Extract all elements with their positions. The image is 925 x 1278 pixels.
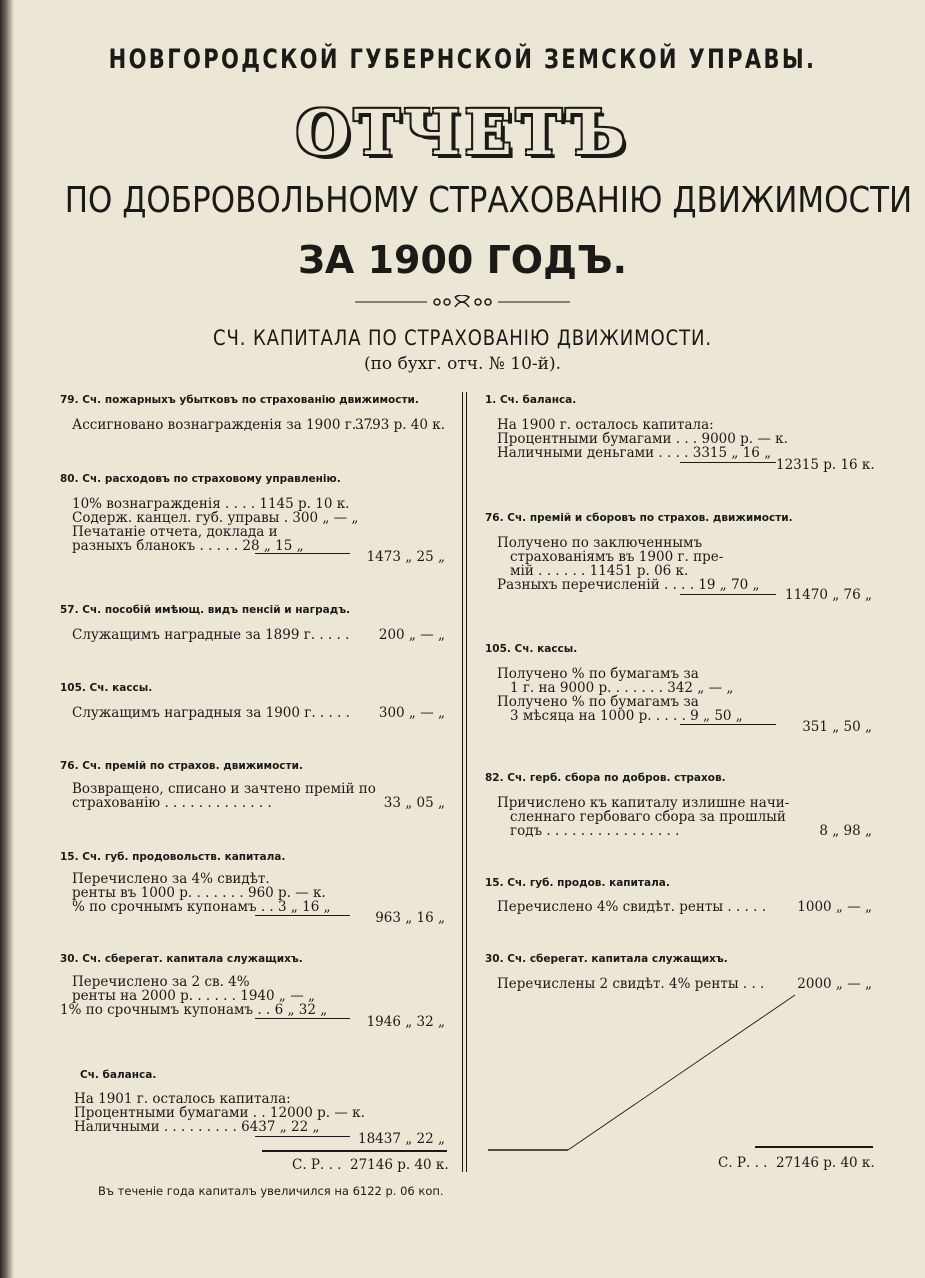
right-line: мій . . . . . . 11451 р. 06 к.	[510, 563, 689, 579]
left-amount: 33 „ 05 „	[383, 795, 445, 811]
report-title: ОТЧЕТЪ	[295, 96, 630, 169]
left-line: 1% по срочнымъ купонамъ . . 6 „ 32 „	[60, 1002, 328, 1018]
left-section-heading: 105. Сч. кассы.	[60, 682, 153, 694]
left-section-heading: 57. Сч. пособій имѣющ. видъ пенсій и наградъ.	[60, 604, 351, 616]
left-line: На 1901 г. осталось капитала:	[74, 1091, 291, 1107]
left-amount: 18437 „ 22 „	[358, 1131, 445, 1147]
left-line: ренты въ 1000 р. . . . . . . 960 р. — к.	[72, 885, 326, 901]
section-reference: (по бухг. отч. № 10-й).	[363, 354, 562, 374]
left-amount: 300 „ — „	[378, 705, 445, 721]
right-line: Получено % по бумагамъ за	[497, 694, 699, 710]
left-section-heading: 80. Сч. расходовъ по страховому управленію.	[60, 473, 341, 485]
report-year: ЗА 1900 ГОДЪ.	[297, 238, 628, 282]
left-total-label: С. Р. . .	[292, 1157, 342, 1173]
left-line: Содерж. канцел. губ. управы . 300 „ — „	[72, 510, 359, 526]
right-amount: 12315 р. 16 к.	[776, 457, 875, 473]
right-line: 1 г. на 9000 р. . . . . . . 342 „ — „	[510, 680, 734, 696]
left-section-heading: Сч. баланса.	[80, 1069, 157, 1081]
right-line: На 1900 г. осталось капитала:	[497, 417, 714, 433]
left-line: страхованію . . . . . . . . . . . . .	[72, 795, 272, 811]
right-line: страхованіямъ въ 1900 г. пре-	[510, 549, 724, 565]
right-section-heading: 76. Сч. премій и сборовъ по страхов. движимости.	[485, 512, 793, 524]
right-section-heading: 30. Сч. сберегат. капитала служащихъ.	[485, 953, 728, 965]
right-amount: 351 „ 50 „	[802, 719, 872, 735]
left-total: 27146 р. 40 к.	[350, 1157, 449, 1173]
section-title: СЧ. КАПИТАЛА ПО СТРАХОВАНІЮ ДВИЖИМОСТИ.	[213, 326, 712, 350]
right-line: годъ . . . . . . . . . . . . . . . .	[510, 823, 680, 839]
right-line: Причислено къ капиталу излишне начи-	[497, 795, 790, 811]
right-amount: 11470 „ 76 „	[785, 587, 872, 603]
left-section-heading: 15. Сч. губ. продовольств. капитала.	[60, 851, 286, 863]
right-line: Процентными бумагами . . . 9000 р. — к.	[497, 431, 788, 447]
right-section-heading: 1. Сч. баланса.	[485, 394, 577, 406]
left-amount: 1473 „ 25 „	[366, 549, 445, 565]
left-line: Служащимъ наградные за 1899 г. . . . .	[72, 627, 350, 643]
total-rule	[755, 1146, 873, 1148]
right-line: Получено % по бумагамъ за	[497, 666, 699, 682]
right-amount: 8 „ 98 „	[819, 823, 872, 839]
report-subtitle: ПО ДОБРОВОЛЬНОМУ СТРАХОВАНІЮ ДВИЖИМОСТИ	[64, 180, 913, 221]
left-line: разныхъ бланокъ . . . . . 28 „ 15 „	[72, 538, 304, 554]
right-total: 27146 р. 40 к.	[776, 1155, 875, 1171]
right-line: сленнаго гербоваго сбора за прошлый	[510, 809, 786, 825]
right-line: Перечислено 4% свидѣт. ренты . . . . .	[497, 899, 766, 915]
left-section-heading: 76. Сч. премій по страхов. движимости.	[60, 760, 303, 772]
left-line: Процентными бумагами . . 12000 р. — к.	[74, 1105, 365, 1121]
right-line: 3 мѣсяца на 1000 р. . . . . 9 „ 50 „	[510, 708, 743, 724]
left-line: Перечислено за 4% свидѣт.	[72, 871, 270, 887]
footer-note: Въ теченіе года капиталъ увеличился на 6122 р. 06 коп.	[98, 1184, 444, 1198]
left-line: ренты на 2000 р. . . . . . 1940 „ — „	[72, 988, 315, 1004]
left-line: % по срочнымъ купонамъ . . 3 „ 16 „	[72, 899, 331, 915]
left-section-heading: 79. Сч. пожарныхъ убытковъ по страхованію движимости.	[60, 394, 419, 406]
left-line: Перечислено за 2 св. 4%	[72, 974, 250, 990]
left-amount: 3793 р. 40 к.	[354, 417, 445, 433]
left-line: Печатаніе отчета, доклада и	[72, 524, 278, 540]
left-line: Служащимъ наградныя за 1900 г. . . . .	[72, 705, 350, 721]
left-amount: 200 „ — „	[378, 627, 445, 643]
left-line: Ассигновано вознагражденія за 1900 г. . .	[72, 417, 374, 433]
left-line: Возвращено, списано и зачтено премій по	[72, 781, 376, 797]
right-line: Получено по заключеннымъ	[497, 535, 703, 551]
right-section-heading: 15. Сч. губ. продов. капитала.	[485, 877, 670, 889]
right-line: Наличными деньгами . . . . 3315 „ 16 „	[497, 445, 772, 461]
right-amount: 2000 „ — „	[797, 976, 872, 992]
right-section-heading: 82. Сч. герб. сбора по добров. страхов.	[485, 772, 726, 784]
right-amount: 1000 „ — „	[797, 899, 872, 915]
right-line: Перечислены 2 свидѣт. 4% ренты . . .	[497, 976, 765, 992]
left-section-heading: 30. Сч. сберегат. капитала служащихъ.	[60, 953, 303, 965]
left-line: 10% вознагражденія . . . . 1145 р. 10 к.	[72, 496, 350, 512]
left-amount: 963 „ 16 „	[375, 910, 445, 926]
left-amount: 1946 „ 32 „	[366, 1014, 445, 1030]
left-line: Наличными . . . . . . . . . 6437 „ 22 „	[74, 1119, 320, 1135]
right-section-heading: 105. Сч. кассы.	[485, 643, 578, 655]
issuer-title: НОВГОРОДСКОЙ ГУБЕРНСКОЙ ЗЕМСКОЙ УПРАВЫ.	[108, 44, 817, 75]
right-total-label: С. Р. . .	[718, 1155, 768, 1171]
right-line: Разныхъ перечисленій . . . . 19 „ 70 „	[497, 577, 760, 593]
